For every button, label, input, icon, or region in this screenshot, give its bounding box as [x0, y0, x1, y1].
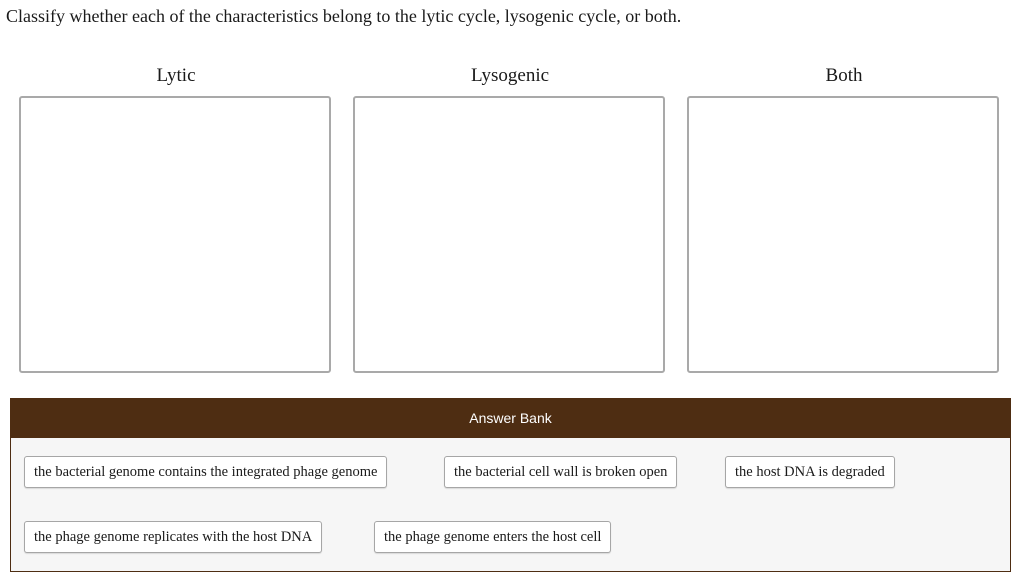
dropzone-both[interactable] [687, 96, 999, 373]
answer-bank [10, 398, 1011, 572]
answer-bank-title: Answer Bank [11, 399, 1010, 438]
dropzone-lysogenic[interactable] [353, 96, 665, 373]
answer-chip[interactable]: the phage genome enters the host cell [374, 521, 611, 553]
category-label-both: Both [825, 65, 863, 86]
dropzone-lytic[interactable] [19, 96, 331, 373]
answer-chip[interactable]: the bacterial cell wall is broken open [444, 456, 677, 488]
answer-chip[interactable]: the bacterial genome contains the integrated phage genome [24, 456, 387, 488]
question-prompt: Classify whether each of the characteristics belong to the lytic cycle, lysogenic cycle, or both. [6, 6, 682, 26]
category-label-lysogenic: Lysogenic [470, 65, 550, 86]
category-label-lytic: Lytic [156, 65, 196, 86]
answer-chip[interactable]: the host DNA is degraded [725, 456, 895, 488]
answer-chip[interactable]: the phage genome replicates with the host DNA [24, 521, 322, 553]
